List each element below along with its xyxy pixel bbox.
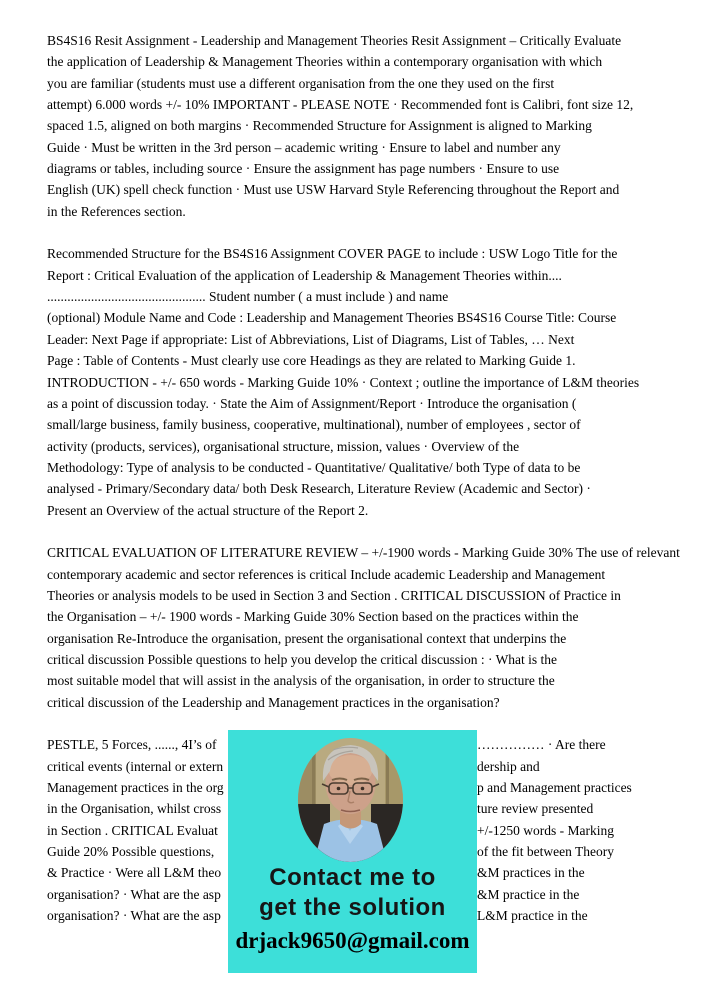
ad-email-address: drjack9650@gmail.com	[235, 928, 470, 953]
document-line: Recommended Structure for the BS4S16 Assignment COVER PAGE to include : USW Logo Title for the	[47, 246, 618, 262]
document-line: (optional) Module Name and Code : Leadership and Management Theories BS4S16 Course Title: Course	[47, 310, 617, 326]
document-line: INTRODUCTION - +/- 650 words - Marking Guide 10% · Context ; outline the importance of L&M theories	[47, 374, 640, 390]
document-line: Theories or analysis models to be used in Section 3 and Section . CRITICAL DISCUSSION of Practice in	[47, 587, 621, 603]
document-line-left-fragment: Guide 20% Possible questions,	[47, 844, 218, 860]
document-line: ............................................... Student number ( a must include ) and name	[47, 289, 449, 305]
document-line-right-fragment: &M practice in the	[477, 886, 580, 902]
document-line-right-fragment: L&M practice in the	[477, 908, 588, 924]
document-line: Present an Overview of the actual structure of the Report 2.	[47, 502, 369, 518]
document-line: critical discussion Possible questions to help you develop the critical discussion : · What is the	[47, 651, 558, 667]
ad-caption-line2: get the solution	[259, 894, 446, 921]
document-line: Report : Critical Evaluation of the application of Leadership & Management Theories within....	[47, 267, 562, 283]
document-line-right-fragment: …………… · Are there	[477, 737, 606, 753]
man-portrait-photo	[298, 738, 403, 862]
document-line-right-fragment: +/-1250 words - Marking	[477, 822, 614, 838]
document-line: small/large business, family business, cooperative, multinational), number of employees , sector of	[47, 417, 581, 433]
document-line: organisation Re-Introduce the organisation, present the organisational context that underpins the	[47, 630, 567, 646]
document-line-right-fragment: p and Management practices	[477, 780, 632, 796]
document-line-left-fragment: organisation? · What are the asp	[47, 886, 221, 902]
document-line-left-fragment: Management practices in the org	[47, 780, 224, 796]
document-line: as a point of discussion today. · State the Aim of Assignment/Report · Introduce the organisation (	[47, 395, 577, 411]
document-line	[47, 521, 708, 542]
document-line: Page : Table of Contents - Must clearly use core Headings as they are related to Marking Guide 1.	[47, 353, 576, 369]
document-line: contemporary academic and sector references is critical Include academic Leadership and Management	[47, 566, 606, 582]
document-line	[47, 222, 708, 243]
ad-caption	[228, 863, 477, 923]
document-line-right-fragment: &M practices in the	[477, 865, 585, 881]
document-line: Guide · Must be written in the 3rd person – academic writing · Ensure to label and number any	[47, 139, 561, 155]
ad-caption-line1: Contact me to	[269, 864, 436, 891]
document-line-left-fragment: in the Organisation, whilst cross	[47, 801, 222, 817]
document-line-right-fragment: of the fit between Theory	[477, 844, 614, 860]
document-line: the Organisation – +/- 1900 words - Marking Guide 30% Section based on the practices within the	[47, 609, 579, 625]
document-line-left-fragment: critical events (internal or extern	[47, 758, 224, 774]
document-line: CRITICAL EVALUATION OF LITERATURE REVIEW – +/-1900 words - Marking Guide 30% The use of relevant	[47, 545, 680, 561]
document-line: critical discussion of the Leadership and Management practices in the organisation?	[47, 694, 500, 710]
document-line: most suitable model that will assist in the analysis of the organisation, in order to structure the	[47, 673, 555, 689]
document-line-right-fragment: dership and	[477, 758, 540, 774]
document-line: BS4S16 Resit Assignment - Leadership and Management Theories Resit Assignment – Critically Evaluate	[47, 33, 622, 48]
document-line: attempt) 6.000 words +/- 10% IMPORTANT - PLEASE NOTE · Recommended font is Calibri, font size 12,	[47, 97, 634, 113]
document-line: activity (products, services), organisational structure, mission, values · Overview of the	[47, 438, 520, 454]
document-line: analysed - Primary/Secondary data/ both Desk Research, Literature Review (Academic and Sector) ·	[47, 481, 591, 497]
document-line: English (UK) spell check function · Must use USW Harvard Style Referencing throughout the Report and	[47, 182, 620, 198]
document-line: you are familiar (students must use a different organisation from the one they used on the first	[47, 75, 555, 91]
document-line-left-fragment: & Practice · Were all L&M theo	[47, 865, 222, 881]
document-line-left-fragment: in Section . CRITICAL Evaluat	[47, 822, 218, 838]
document-line-right-fragment: ture review presented	[477, 801, 594, 817]
document-line-left-fragment: organisation? · What are the asp	[47, 908, 221, 924]
document-line: in the References section.	[47, 203, 186, 219]
document-line: the application of Leadership & Management Theories within a contemporary organisation with which	[47, 54, 603, 70]
document-line: diagrams or tables, including source · Ensure the assignment has page numbers · Ensure to use	[47, 161, 560, 177]
document-line-left-fragment: PESTLE, 5 Forces, ......, 4I’s of	[47, 737, 217, 753]
document-line: Leader: Next Page if appropriate: List of Abbreviations, List of Diagrams, List of Tables, … Next	[47, 331, 575, 347]
solution-ad-overlay	[228, 730, 477, 973]
document-line: Methodology: Type of analysis to be conducted - Quantitative/ Qualitative/ both Type of data to be	[47, 459, 581, 475]
document-line: spaced 1.5, aligned on both margins · Recommended Structure for Assignment is aligned to Marking	[47, 118, 592, 134]
